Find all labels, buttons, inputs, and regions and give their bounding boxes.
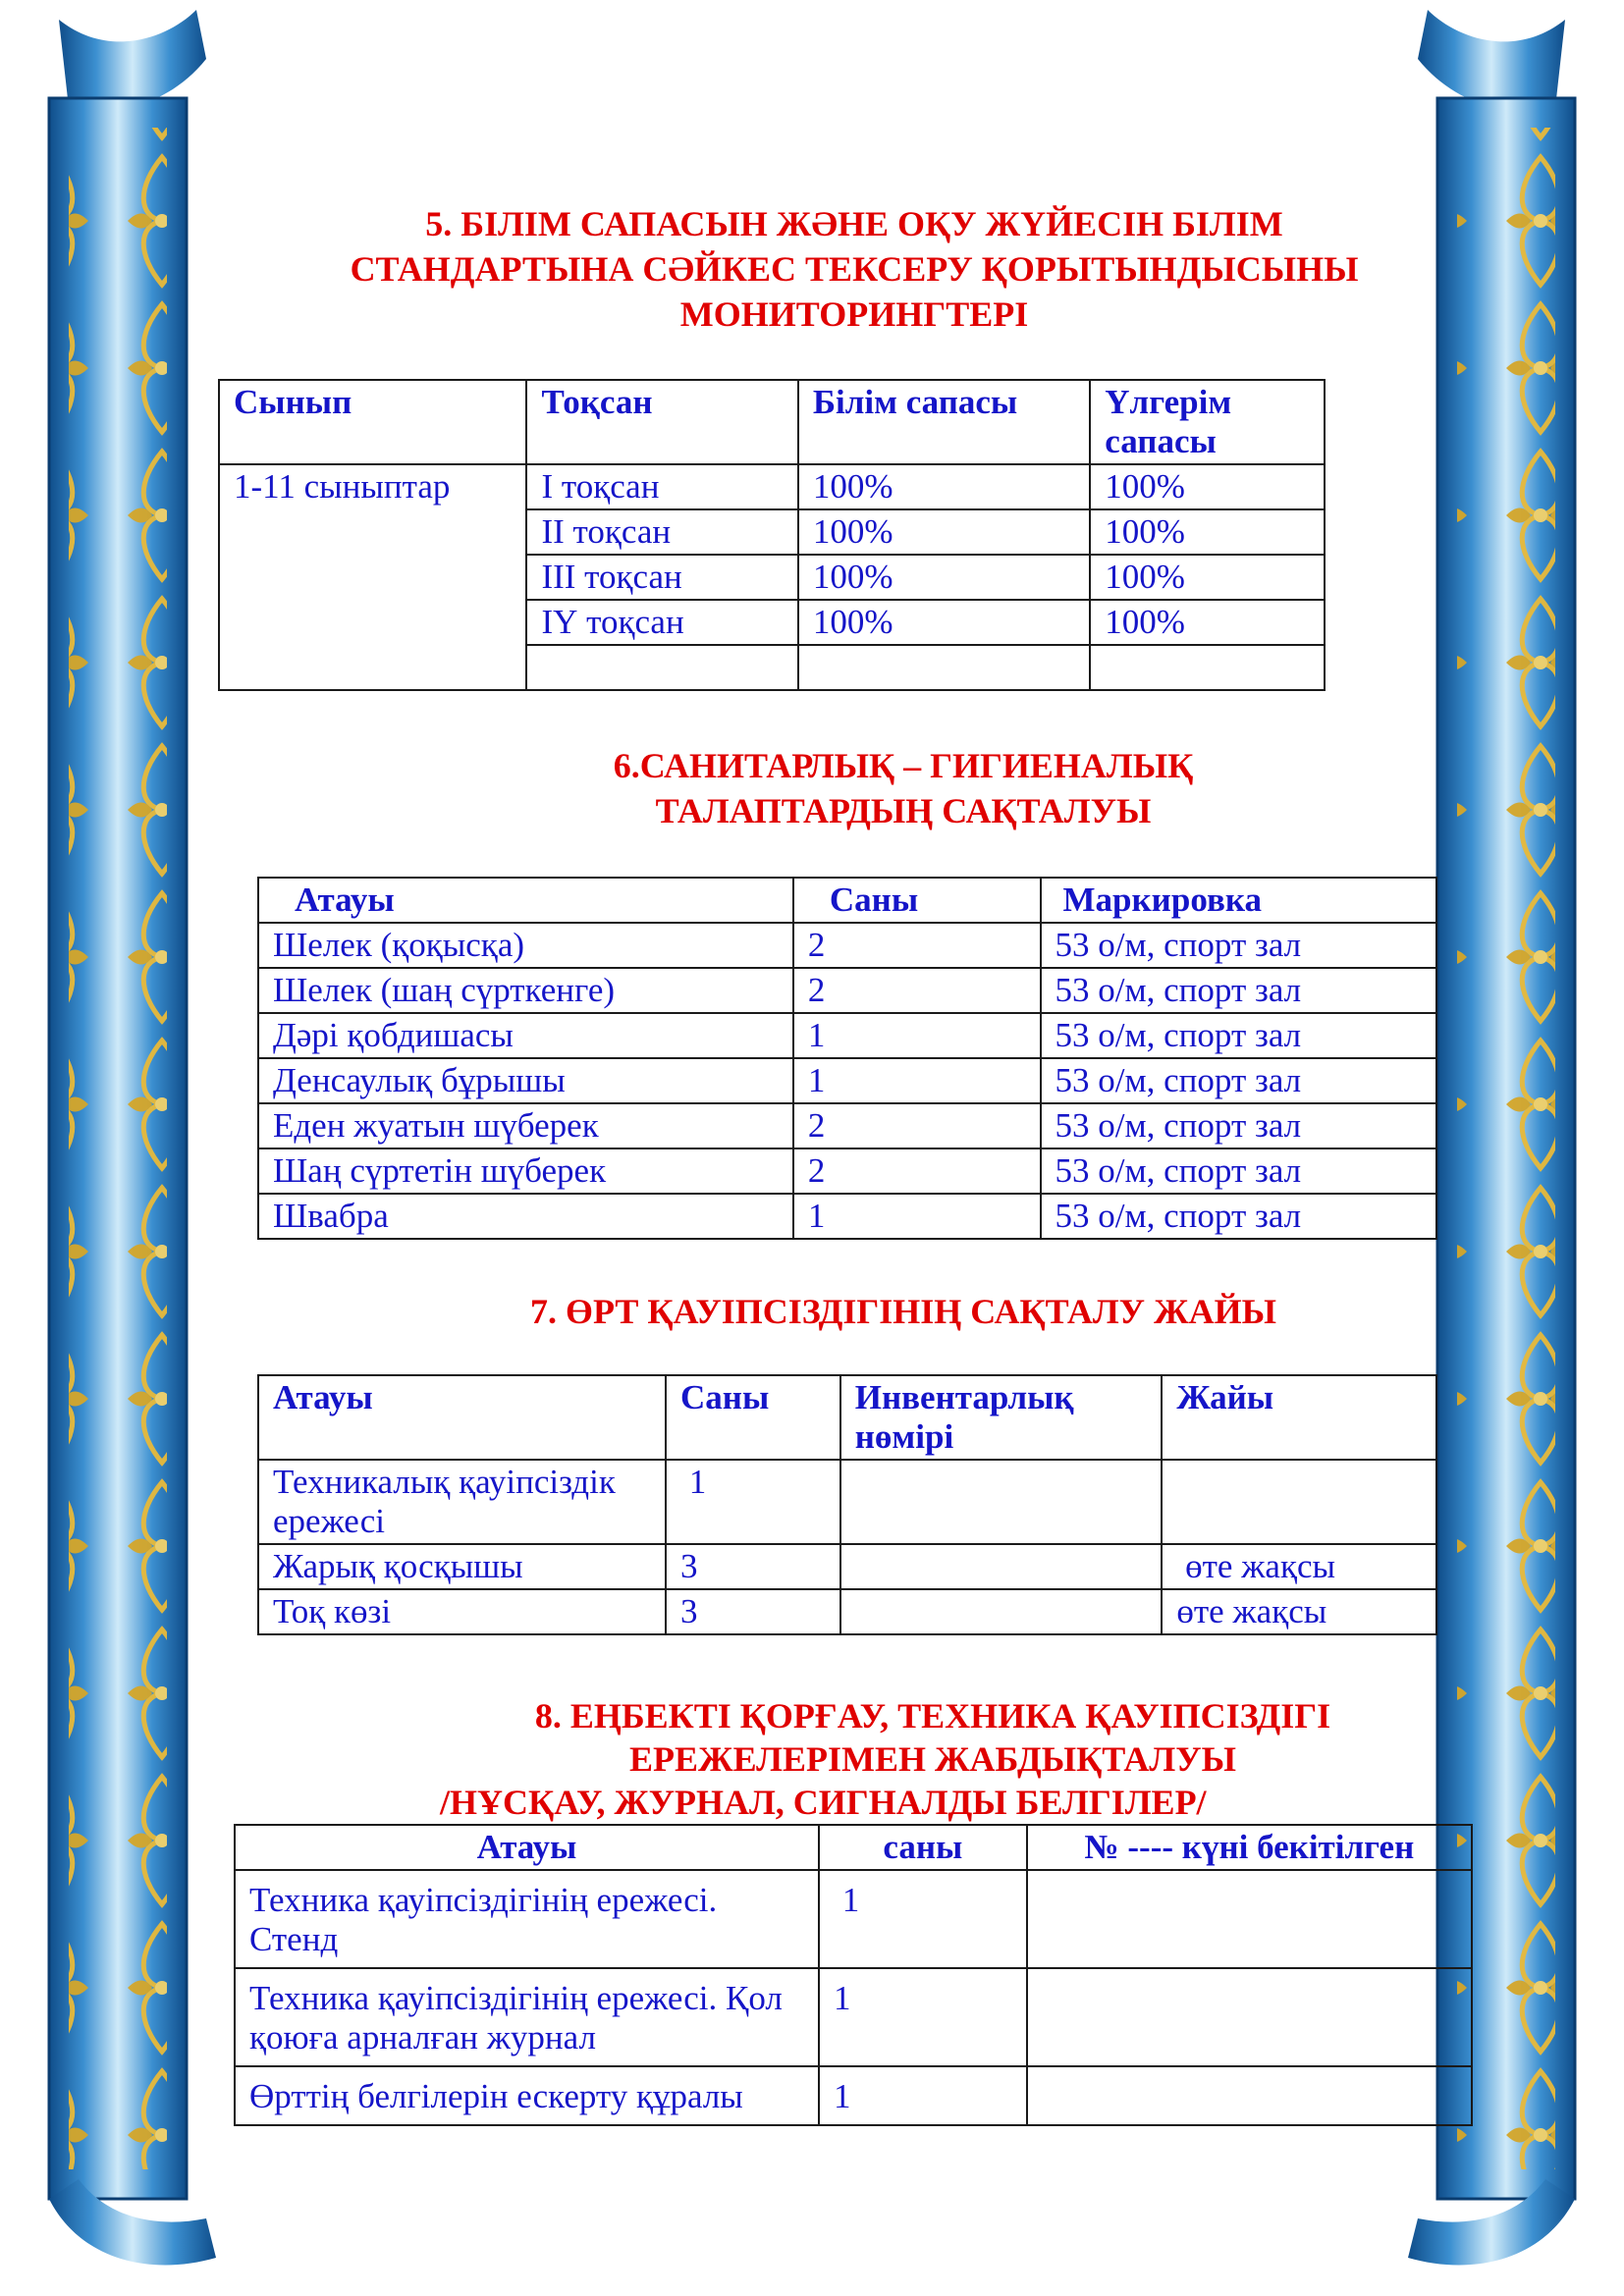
title-line: /НҰСҚАУ, ЖУРНАЛ, СИГНАЛДЫ БЕЛГІЛЕР/ [440, 1783, 1207, 1822]
header-cell: Инвентарлық нөмірі [840, 1375, 1163, 1460]
table-cell: өте жақсы [1162, 1544, 1436, 1589]
table-row [219, 464, 1325, 509]
table-cell: 53 о/м, спорт зал [1041, 1058, 1436, 1103]
table-cell: 1 [819, 1870, 1027, 1968]
table-row [258, 923, 1436, 968]
title-line: ТАЛАПТАРДЫҢ САҚТАЛУЫ [655, 791, 1152, 830]
table-cell [1027, 1870, 1472, 1968]
table-cell: өте жақсы [1162, 1589, 1436, 1634]
table-cell: Өрттің белгілерін ескерту құралы [235, 2066, 819, 2125]
table-cell: І тоқсан [526, 464, 797, 509]
table-row [258, 1058, 1436, 1103]
title-line: СТАНДАРТЫНА СӘЙКЕС ТЕКСЕРУ ҚОРЫТЫНДЫСЫНЫ [350, 249, 1359, 289]
table-row [258, 1103, 1436, 1148]
header-cell: Сынып [219, 380, 526, 464]
table-cell: Техника қауіпсіздігінің ережесі. Қол қоюға арналған журнал [235, 1968, 819, 2066]
table-cell [840, 1460, 1163, 1544]
section-6-title [481, 743, 1326, 833]
table-cell: Денсаулық бұрышы [258, 1058, 793, 1103]
table-row [258, 1194, 1436, 1239]
table-cell: 2 [793, 968, 1041, 1013]
table-cell: 1 [819, 2066, 1027, 2125]
table-cell: ІҮ тоқсан [526, 600, 797, 645]
table-cell [526, 645, 797, 690]
table-cell: 1 [793, 1013, 1041, 1058]
header-cell: Саны [666, 1375, 840, 1460]
table-cell: 1 [793, 1194, 1041, 1239]
table-cell: Техникалық қауіпсіздік ережесі [258, 1460, 666, 1544]
table-cell: 2 [793, 1103, 1041, 1148]
table-cell [1027, 2066, 1472, 2125]
table-row [258, 1013, 1436, 1058]
table-cell: 1 [793, 1058, 1041, 1103]
title-line: 8. ЕҢБЕКТІ ҚОРҒАУ, ТЕХНИКА ҚАУІПСІЗДІГІ [534, 1696, 1331, 1735]
table-cell: 3 [666, 1544, 840, 1589]
table-cell: ІІ тоқсан [526, 509, 797, 555]
section-5-title [295, 201, 1414, 337]
table-cell: Тоқ көзі [258, 1589, 666, 1634]
table-cell: 100% [798, 509, 1090, 555]
title-line: 5. БІЛІМ САПАСЫН ЖӘНЕ ОҚУ ЖҮЙЕСІН БІЛІМ [425, 204, 1283, 243]
table-cell: Швабра [258, 1194, 793, 1239]
table-cell: 2 [793, 923, 1041, 968]
table-cell: Жарық қосқышы [258, 1544, 666, 1589]
title-line: 7. ӨРТ ҚАУІПСІЗДІГІНІҢ САҚТАЛУ ЖАЙЫ [529, 1292, 1277, 1331]
table-row [235, 2066, 1472, 2125]
table-cell: 100% [798, 555, 1090, 600]
table-cell [1090, 645, 1325, 690]
title-line: 6.САНИТАРЛЫҚ – ГИГИЕНАЛЫҚ [613, 746, 1194, 785]
table-cell: 100% [798, 464, 1090, 509]
table-row [235, 1968, 1472, 2066]
table-cell [840, 1544, 1163, 1589]
table-cell: Шелек (шаң сүрткенге) [258, 968, 793, 1013]
table-cell: 53 о/м, спорт зал [1041, 1013, 1436, 1058]
table-cell: Еден жуатын шүберек [258, 1103, 793, 1148]
header-cell: Атауы [235, 1825, 819, 1870]
table-cell: 100% [798, 600, 1090, 645]
table-header-row [258, 878, 1436, 923]
section-8-title [393, 1694, 1473, 1824]
section-7-title [412, 1289, 1394, 1334]
header-cell: Атауы [258, 1375, 666, 1460]
header-cell: Саны [793, 878, 1041, 923]
labor-protection-table [234, 1824, 1473, 2126]
table-cell: 53 о/м, спорт зал [1041, 968, 1436, 1013]
header-cell: Тоқсан [526, 380, 797, 464]
table-cell: 100% [1090, 509, 1325, 555]
table-cell: 100% [1090, 600, 1325, 645]
table-row [258, 1460, 1436, 1544]
header-cell: Білім сапасы [798, 380, 1090, 464]
table-header-row [235, 1825, 1472, 1870]
table-cell [840, 1589, 1163, 1634]
table-header-row [258, 1375, 1436, 1460]
table-cell: Шелек (қоқысқа) [258, 923, 793, 968]
header-cell: Жайы [1162, 1375, 1436, 1460]
table-row [258, 968, 1436, 1013]
table-cell: 100% [1090, 555, 1325, 600]
table-cell: 53 о/м, спорт зал [1041, 923, 1436, 968]
title-line: МОНИТОРИНГТЕРІ [679, 294, 1029, 334]
header-cell: № ---- күні бекітілген [1027, 1825, 1472, 1870]
table-cell [1162, 1460, 1436, 1544]
table-cell: 1 [666, 1460, 840, 1544]
table-cell: 53 о/м, спорт зал [1041, 1103, 1436, 1148]
class-cell: 1-11 сыныптар [219, 464, 526, 690]
table-cell: Техника қауіпсіздігінің ережесі. Стенд [235, 1870, 819, 1968]
table-row [235, 1870, 1472, 1968]
table-cell [1027, 1968, 1472, 2066]
table-cell: 53 о/м, спорт зал [1041, 1148, 1436, 1194]
quality-monitoring-table [218, 379, 1326, 691]
table-row [258, 1589, 1436, 1634]
table-row [258, 1148, 1436, 1194]
table-cell: 1 [819, 1968, 1027, 2066]
sanitary-table [257, 877, 1437, 1240]
table-cell: Дәрі қобдишасы [258, 1013, 793, 1058]
table-cell: 53 о/м, спорт зал [1041, 1194, 1436, 1239]
table-header-row [219, 380, 1325, 464]
fire-safety-table [257, 1374, 1437, 1635]
table-cell: Шаң сүртетін шүберек [258, 1148, 793, 1194]
header-cell: саны [819, 1825, 1027, 1870]
header-cell: Атауы [258, 878, 793, 923]
table-cell: ІІІ тоқсан [526, 555, 797, 600]
header-cell: Маркировка [1041, 878, 1436, 923]
table-row [258, 1544, 1436, 1589]
table-cell: 3 [666, 1589, 840, 1634]
table-cell: 2 [793, 1148, 1041, 1194]
title-line: ЕРЕЖЕЛЕРІМЕН ЖАБДЫҚТАЛУЫ [628, 1739, 1237, 1779]
header-cell: Үлгерім сапасы [1090, 380, 1325, 464]
table-cell: 100% [1090, 464, 1325, 509]
table-cell [798, 645, 1090, 690]
